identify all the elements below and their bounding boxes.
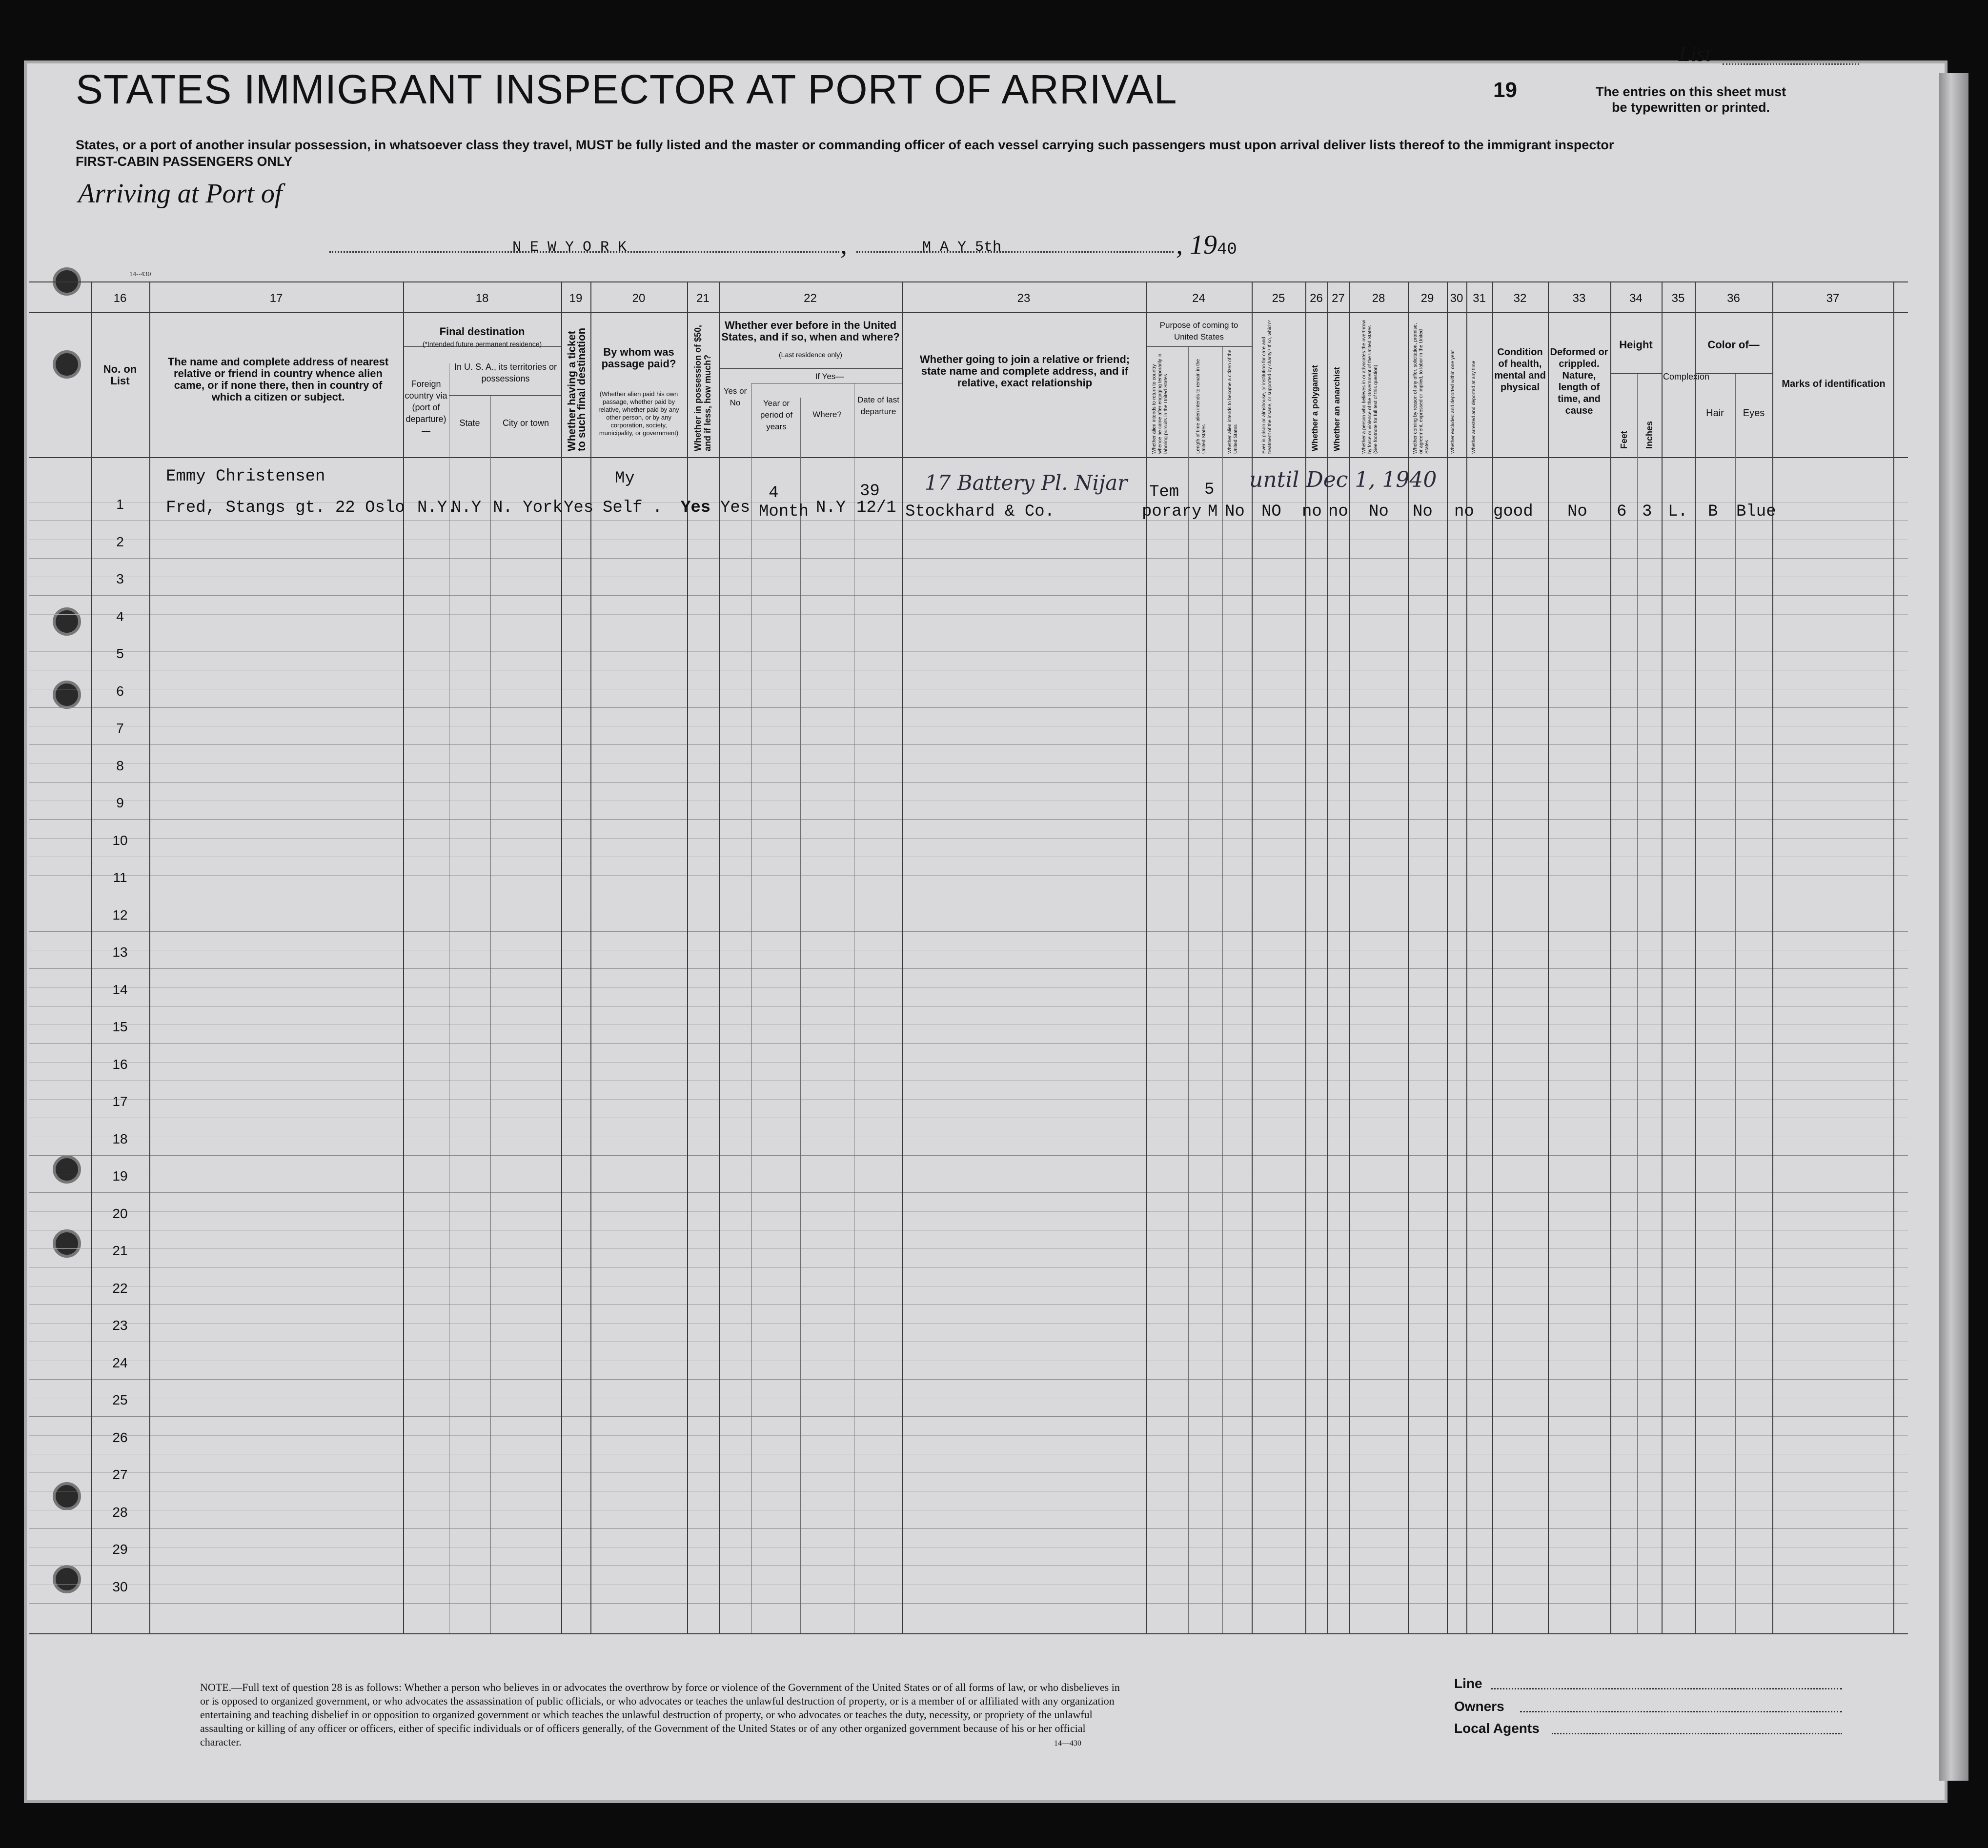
col-line-33 bbox=[1548, 281, 1549, 1633]
q28-answer: No bbox=[1369, 502, 1389, 521]
footer-agents-label: Local Agents bbox=[1454, 1721, 1540, 1736]
hdr-18-sub-divider bbox=[449, 395, 561, 396]
period-top: 4 bbox=[769, 484, 779, 502]
column-number: 35 bbox=[1671, 292, 1685, 305]
header-polygamist: Whether a polygamist bbox=[1310, 365, 1319, 451]
row-number: 18 bbox=[112, 1131, 128, 1146]
row-number: 30 bbox=[112, 1579, 128, 1594]
column-number: 28 bbox=[1372, 292, 1385, 305]
header-anarchist: Whether an anarchist bbox=[1332, 367, 1341, 451]
col-line-end bbox=[1893, 281, 1894, 1633]
relative-address: Fred, Stangs gt. 22 Oslo bbox=[166, 499, 405, 517]
list-number-line bbox=[1723, 63, 1859, 65]
row-line bbox=[29, 1603, 1908, 1604]
header-purpose: Purpose of coming to United States bbox=[1159, 321, 1238, 341]
footer-owners-dots bbox=[1520, 1711, 1842, 1712]
period: Month bbox=[759, 502, 809, 521]
header-no-on-list: No. on List bbox=[103, 363, 137, 387]
row-line bbox=[29, 1416, 1908, 1417]
row-number: 28 bbox=[112, 1504, 128, 1520]
length-top: 5 bbox=[1204, 481, 1215, 499]
hdr-34-divider bbox=[1610, 373, 1662, 374]
header-foreign-country: Foreign country via (port of departure)— bbox=[405, 379, 447, 436]
column-number: 16 bbox=[113, 292, 127, 305]
table-bottom-line bbox=[29, 1633, 1908, 1634]
sub-note-line1: States, or a port of another insular possession, in whatsoever class they travel, MUST be fully listed and the master or commanding officer of each vessel carrying such passengers must upon arrival deliver lists thereof to the immigrant inspector bbox=[76, 138, 1614, 152]
column-number: 32 bbox=[1513, 292, 1527, 305]
row-number: 8 bbox=[116, 758, 124, 773]
hdr-24-divider bbox=[1146, 346, 1252, 347]
col-line-34 bbox=[1610, 281, 1611, 1633]
col-line-18 bbox=[403, 281, 404, 1633]
row-midline bbox=[29, 614, 1908, 615]
col-line-22b bbox=[800, 398, 801, 1633]
header-inches: Inches bbox=[1644, 421, 1654, 449]
header-year-period: Year or period of years bbox=[760, 399, 793, 431]
port-value: N E W Y O R K bbox=[512, 239, 627, 256]
col-line-32 bbox=[1492, 281, 1493, 1633]
row-midline bbox=[29, 1323, 1908, 1324]
where: N.Y bbox=[816, 499, 846, 517]
row-number: 25 bbox=[112, 1392, 128, 1407]
row-midline bbox=[29, 875, 1908, 876]
row-midline bbox=[29, 1211, 1908, 1212]
height-feet: 6 bbox=[1617, 502, 1627, 521]
header-complexion: Complexion bbox=[1663, 372, 1710, 382]
header-usa-territories: In U. S. A., its territories or possessions bbox=[454, 362, 557, 383]
row-number: 16 bbox=[112, 1056, 128, 1072]
col-line-24 bbox=[1146, 281, 1147, 1633]
foreign-country: N.Y. bbox=[417, 499, 457, 517]
manifest-sheet bbox=[27, 63, 1945, 1800]
header-hair: Hair bbox=[1706, 408, 1724, 419]
row-number: 20 bbox=[112, 1205, 128, 1221]
prison: NO bbox=[1261, 502, 1281, 521]
column-number: 20 bbox=[632, 292, 646, 305]
sub-note-line2: FIRST-CABIN PASSENGERS ONLY bbox=[76, 154, 293, 169]
binder-hole bbox=[53, 607, 81, 636]
row-midline bbox=[29, 1472, 1908, 1473]
row-number: 12 bbox=[112, 907, 128, 923]
dest-city: N. York bbox=[493, 499, 563, 517]
header-by-whom-note: (Whether alien paid his own passage, whether paid by relative, whether paid by any other person, or by any corporation, society, municipality, or government) bbox=[598, 390, 679, 437]
col-line-36 bbox=[1695, 281, 1696, 1633]
row-line bbox=[29, 931, 1908, 932]
header-eyes: Eyes bbox=[1743, 408, 1765, 419]
arriving-at-port bbox=[78, 178, 282, 209]
row-midline bbox=[29, 651, 1908, 652]
binder-hole bbox=[53, 1229, 81, 1258]
row-line bbox=[29, 1192, 1908, 1193]
header-fifty-dollars: Whether in possession of $50, and if less, how much? bbox=[693, 324, 712, 451]
header-feet: Feet bbox=[1619, 430, 1629, 449]
column-number: 25 bbox=[1272, 292, 1285, 305]
column-number: 30 bbox=[1450, 292, 1463, 305]
footer-owners bbox=[1454, 1699, 1504, 1714]
header-purpose-citizen: Whether alien intends to become a citizen of the United States bbox=[1227, 349, 1238, 454]
row-number: 17 bbox=[112, 1094, 128, 1109]
complexion: L. bbox=[1668, 502, 1688, 521]
row-number: 4 bbox=[116, 608, 124, 624]
footer-note: NOTE.—Full text of question 28 is as follows: Whether a person who believes in or advocates the overthrow by force or violence of the Government of the United States or of all forms of law, or who disbelieves in or is opposed to organized government, or who advocates the assassination of public officials, or who advocates or teaches the unlawful destruction of property, or is a member of or affiliated with any organization entertaining and teaching disbelief in or opposition to organized government or which teaches the unlawful destruction of property, or who advocates or teaches the duty, necessity, or propriety of the unlawful assaulting or killing of any officer or officers, either of specific individuals or of officers generally, of the Government of the United States or of any other organized government because of his or her official character. bbox=[200, 1681, 1120, 1748]
row-number: 10 bbox=[112, 832, 128, 848]
header-q28: Whether a person who believes in or advocates the overthrow by force or violence of the Government of the United States (See footnote for full text of this question) bbox=[1361, 320, 1379, 454]
col-line-22a bbox=[751, 383, 752, 1633]
row-midline bbox=[29, 838, 1908, 839]
condition: good bbox=[1493, 502, 1533, 521]
relative-name: Emmy Christensen bbox=[166, 467, 325, 486]
row-number: 7 bbox=[116, 721, 124, 736]
column-number: 18 bbox=[475, 292, 489, 305]
row-line bbox=[29, 1379, 1908, 1380]
list-label: List bbox=[1679, 42, 1711, 66]
col-line-22 bbox=[719, 281, 720, 1633]
header-final-destination: Final destination bbox=[439, 325, 525, 338]
row-midline bbox=[29, 1435, 1908, 1436]
row-line bbox=[29, 707, 1908, 708]
footer-line-dots bbox=[1491, 1688, 1842, 1689]
table-top-line bbox=[29, 281, 1908, 282]
header-join-relative: Whether going to join a relative or friend; state name and complete address, and if relative, exact relationship bbox=[919, 353, 1130, 389]
departure-year: 39 bbox=[860, 482, 880, 501]
header-q31: Whether arrested and deported at any time bbox=[1471, 361, 1477, 454]
hair-color: B bbox=[1708, 502, 1718, 521]
row-number: 15 bbox=[112, 1019, 128, 1034]
header-yes-or-no: Yes or No bbox=[723, 386, 747, 407]
sheet-edge-pages bbox=[1939, 73, 1968, 1781]
col-line-20 bbox=[590, 281, 591, 1633]
footer-line bbox=[1454, 1676, 1482, 1691]
polygamist: no bbox=[1302, 502, 1322, 521]
date-line bbox=[856, 251, 1174, 253]
col-line-36a bbox=[1735, 373, 1736, 1633]
col-line-30 bbox=[1447, 281, 1448, 1633]
header-if-yes: If Yes— bbox=[815, 372, 844, 381]
header-ever-before: Whether ever before in the United States, and if so, when and where? bbox=[721, 319, 900, 343]
entries-note-line1: The entries on this sheet must bbox=[1596, 84, 1786, 99]
col-line-18b bbox=[490, 395, 491, 1633]
join-typed: Stockhard & Co. bbox=[905, 502, 1055, 521]
header-q29: Whether coming by reason of any offer, solicitation, promise, or agreement, expressed or implied, to labor in the United States bbox=[1413, 323, 1430, 454]
header-deformed: Deformed or crippled. Nature, length of time, and cause bbox=[1550, 347, 1608, 416]
footer-owners-label: Owners bbox=[1454, 1699, 1504, 1714]
header-q30: Whether excluded and deported within one year bbox=[1450, 350, 1456, 454]
year-value: 40 bbox=[1217, 241, 1237, 259]
header-final-destination-note: (*Intended future permanent residence) bbox=[422, 340, 542, 348]
page-title: STATES IMMIGRANT INSPECTOR AT PORT OF ARRIVAL bbox=[76, 66, 1177, 112]
arriving-label: Arriving at Port of bbox=[78, 179, 283, 209]
row-line bbox=[29, 968, 1908, 969]
col-line-17 bbox=[149, 281, 150, 1633]
eye-color: Blue bbox=[1736, 502, 1776, 521]
header-state: State bbox=[459, 418, 480, 428]
row-midline bbox=[29, 1024, 1908, 1025]
col-line-23 bbox=[902, 281, 903, 1633]
year-label-prefix: 19 bbox=[1190, 230, 1217, 260]
column-number: 36 bbox=[1727, 292, 1740, 305]
date-value: M A Y 5th bbox=[922, 239, 1002, 256]
q30-answer: no bbox=[1454, 502, 1474, 521]
row-line bbox=[29, 782, 1908, 783]
col-line-24b bbox=[1222, 346, 1223, 1633]
row-number: 1 bbox=[116, 497, 124, 512]
binder-hole bbox=[53, 1565, 81, 1593]
col-line-21 bbox=[687, 281, 688, 1633]
column-number: 33 bbox=[1572, 292, 1586, 305]
year-label: , 1940 bbox=[1176, 230, 1237, 260]
row-line bbox=[29, 1528, 1908, 1529]
header-marks: Marks of identification bbox=[1782, 379, 1886, 389]
header-by-whom-paid: By whom was passage paid? bbox=[601, 346, 676, 370]
col-line-37 bbox=[1772, 281, 1773, 1633]
column-number: 29 bbox=[1420, 292, 1434, 305]
year-prefix: 19 bbox=[1493, 78, 1517, 102]
row-line bbox=[29, 1155, 1908, 1156]
row-number: 26 bbox=[112, 1429, 128, 1445]
row-number: 21 bbox=[112, 1243, 128, 1258]
footer-form-number: 14—430 bbox=[1054, 1739, 1081, 1748]
column-number: 21 bbox=[696, 292, 710, 305]
binder-hole bbox=[53, 1482, 81, 1510]
column-number: 31 bbox=[1473, 292, 1486, 305]
header-color-of: Color of— bbox=[1707, 339, 1760, 351]
deformed: No bbox=[1567, 502, 1587, 521]
row-midline bbox=[29, 987, 1908, 988]
header-bottom-line bbox=[29, 457, 1908, 458]
entries-note-line2: be typewritten or printed. bbox=[1612, 100, 1770, 115]
header-last-residence: (Last residence only) bbox=[779, 351, 842, 359]
col-line-31 bbox=[1466, 281, 1467, 1633]
row-number: 11 bbox=[113, 870, 127, 885]
row-line bbox=[29, 558, 1908, 559]
column-number: 34 bbox=[1629, 292, 1643, 305]
header-condition: Condition of health, mental and physical bbox=[1494, 347, 1546, 393]
row-number: 27 bbox=[112, 1467, 128, 1482]
header-purpose-return: Whether alien intends to return to country whence he came after engaging temporarily in laboring pursuits in the United States bbox=[1152, 353, 1169, 454]
departure-date: 12/1 bbox=[856, 499, 896, 517]
column-number: 27 bbox=[1332, 292, 1345, 305]
footer-agents-dots bbox=[1552, 1733, 1842, 1734]
binder-hole bbox=[53, 350, 81, 379]
citizen: No bbox=[1225, 502, 1245, 521]
col-line-24a bbox=[1188, 346, 1189, 1633]
entries-note bbox=[1596, 84, 1786, 115]
hdr-22-divider bbox=[719, 368, 902, 369]
purpose: porary bbox=[1142, 502, 1202, 521]
purpose-top: Tem bbox=[1149, 483, 1179, 502]
binder-hole bbox=[53, 1155, 81, 1184]
row-number: 13 bbox=[112, 944, 128, 960]
column-number: 22 bbox=[804, 292, 817, 305]
header-date-last-departure: Date of last departure bbox=[857, 395, 899, 416]
row-number: 23 bbox=[112, 1318, 128, 1333]
column-number: 19 bbox=[569, 292, 583, 305]
paid-by: Self . bbox=[603, 499, 663, 517]
row-midline bbox=[29, 1062, 1908, 1063]
header-purpose-length: Length of time alien intends to remain in the United States bbox=[1196, 359, 1207, 454]
column-number: 23 bbox=[1017, 292, 1031, 305]
column-number: 24 bbox=[1192, 292, 1205, 305]
ever-before: Yes bbox=[720, 499, 751, 517]
comma-1: , bbox=[840, 230, 847, 260]
col-line-19 bbox=[561, 281, 562, 1633]
header-where: Where? bbox=[812, 410, 842, 419]
column-number-line bbox=[29, 312, 1908, 313]
row-midline bbox=[29, 763, 1908, 764]
form-code: 14--430 bbox=[129, 271, 151, 278]
row-number: 3 bbox=[116, 571, 124, 586]
header-ticket: Whether having a ticket to such final destination bbox=[566, 327, 588, 451]
ticket: Yes bbox=[564, 499, 594, 517]
binder-hole bbox=[53, 681, 81, 709]
q29-answer: No bbox=[1413, 502, 1433, 521]
row-number: 14 bbox=[112, 982, 128, 997]
row-number: 2 bbox=[116, 534, 124, 549]
anarchist: no bbox=[1328, 502, 1348, 521]
height-inches: 3 bbox=[1642, 502, 1652, 521]
row-number: 5 bbox=[116, 646, 124, 661]
row-number: 22 bbox=[112, 1280, 128, 1296]
length-handwritten: until Dec 1, 1940 bbox=[1249, 467, 1437, 492]
header-nearest-relative: The name and complete address of nearest relative or friend in country whence alien came, or if none there, then in country of which a citizen or subject. bbox=[167, 356, 389, 403]
row-line bbox=[29, 819, 1908, 820]
header-city: City or town bbox=[502, 418, 549, 428]
fifty-dollars: Yes bbox=[681, 499, 711, 517]
col-line-34a bbox=[1637, 373, 1638, 1633]
row-number: 6 bbox=[116, 683, 124, 699]
row-number: 9 bbox=[116, 795, 124, 810]
footer-agents bbox=[1454, 1721, 1540, 1736]
row-line bbox=[29, 595, 1908, 596]
col-line-35 bbox=[1662, 281, 1663, 1633]
sub-note bbox=[76, 137, 1614, 170]
column-number: 26 bbox=[1310, 292, 1323, 305]
header-height: Height bbox=[1619, 339, 1653, 351]
header-prison: Ever in prison or almshouse, or institution for care and treatment of the insane, or supported by charity? If so, which? bbox=[1261, 320, 1273, 454]
paid-by-top: My bbox=[615, 469, 635, 488]
row-line bbox=[29, 1043, 1908, 1044]
length: M bbox=[1208, 502, 1218, 521]
row-number: 19 bbox=[112, 1168, 128, 1184]
row-number: 24 bbox=[112, 1355, 128, 1370]
footer-line-label: Line bbox=[1454, 1676, 1482, 1691]
row-line bbox=[29, 744, 1908, 745]
column-number: 17 bbox=[269, 292, 283, 305]
row-midline bbox=[29, 1099, 1908, 1100]
column-number: 37 bbox=[1826, 292, 1840, 305]
dest-state: N.Y bbox=[451, 499, 482, 517]
row-midline bbox=[29, 1248, 1908, 1249]
join-handwritten: 17 Battery Pl. Nijar bbox=[925, 471, 1128, 495]
row-number: 29 bbox=[112, 1542, 128, 1557]
